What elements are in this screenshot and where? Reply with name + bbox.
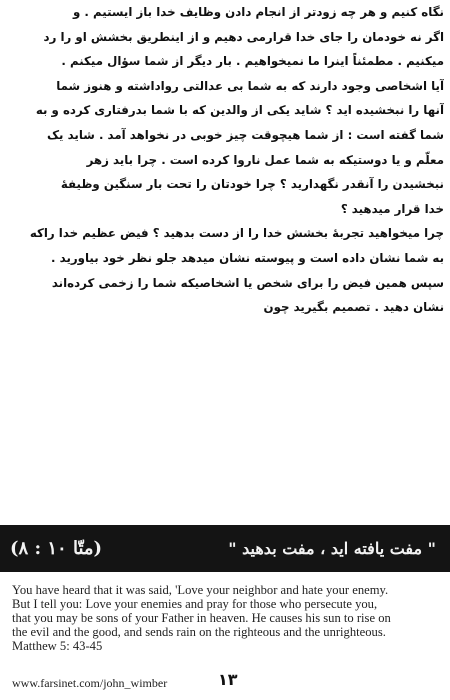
body-line: میکنیم . مطمئناً اینرا ما نمیخواهیم . بار دیگر از شما سؤال میکنم .: [61, 54, 444, 69]
verse-line: the evil and the good, and sends rain on the righteous and the unrighteous.: [12, 625, 386, 639]
verse-line: that you may be sons of your Father in heaven. He causes his sun to rise on: [12, 611, 391, 625]
body-line: آنها را نبخشیده اید ؟ شاید یکی از والدین که با شما بدرفتاری کرده و به: [35, 103, 444, 118]
body-line: اگر نه خودمان را جای خدا قرارمی دهیم و از اینطریق بخشش او را رد: [43, 29, 444, 44]
body-line: به شما نشان داده است و پیوسته نشان میدهد جلو نظر خود بیاورید .: [51, 250, 444, 265]
body-line: سپس همین فیض را برای شخص یا اشخاصیکه شما را زخمی کرده‌اند: [51, 275, 444, 290]
verse-line: But I tell you: Love your enemies and pray for those who persecute you,: [12, 597, 378, 611]
body-line: شما گفته است : از شما هیچوقت چیز خوبی در نخواهد آمد . شاید یک: [46, 127, 444, 142]
english-verse: [12, 583, 442, 653]
verse-quote: " مفت یافته اید ، مفت بدهید ": [228, 539, 436, 558]
body-line: معلّم و یا دوستیکه به شما عمل ناروا کرده است . چرا باید زهر: [86, 152, 444, 167]
body-line: نبخشیدن را آنقدر نگهدارید ؟ چرا خودتان را تحت بار سنگین وظیفهٔ: [60, 177, 444, 192]
footer-url: www.farsinet.com/john_wimber: [12, 676, 168, 690]
body-line: نشان دهید . تصمیم بگیرید چون: [263, 300, 444, 315]
body-line: چرا میخواهید تجربهٔ بخشش خدا را از دست بدهید ؟ فیض عظیم خدا راکه: [29, 226, 444, 241]
verse-reference: (متّا ۱۰ : ۸): [10, 538, 103, 559]
verse-line: You have heard that it was said, 'Love your neighbor and hate your enemy.: [12, 583, 389, 597]
verse-banner: [0, 525, 450, 572]
body-line: آیا اشخاصی وجود دارند که به شما بی عدالتی رواداشته و هنوز شما: [56, 78, 444, 93]
page-number: ۱۳: [218, 670, 238, 689]
body-line: نگاه کنیم و هر چه زودتر از انجام دادن وظایف خدا باز ایستیم . و: [72, 5, 444, 19]
body-line: خدا قرار میدهید ؟: [340, 201, 444, 216]
verse-citation: Matthew 5: 43-45: [12, 639, 103, 653]
persian-body-text: [6, 0, 444, 320]
